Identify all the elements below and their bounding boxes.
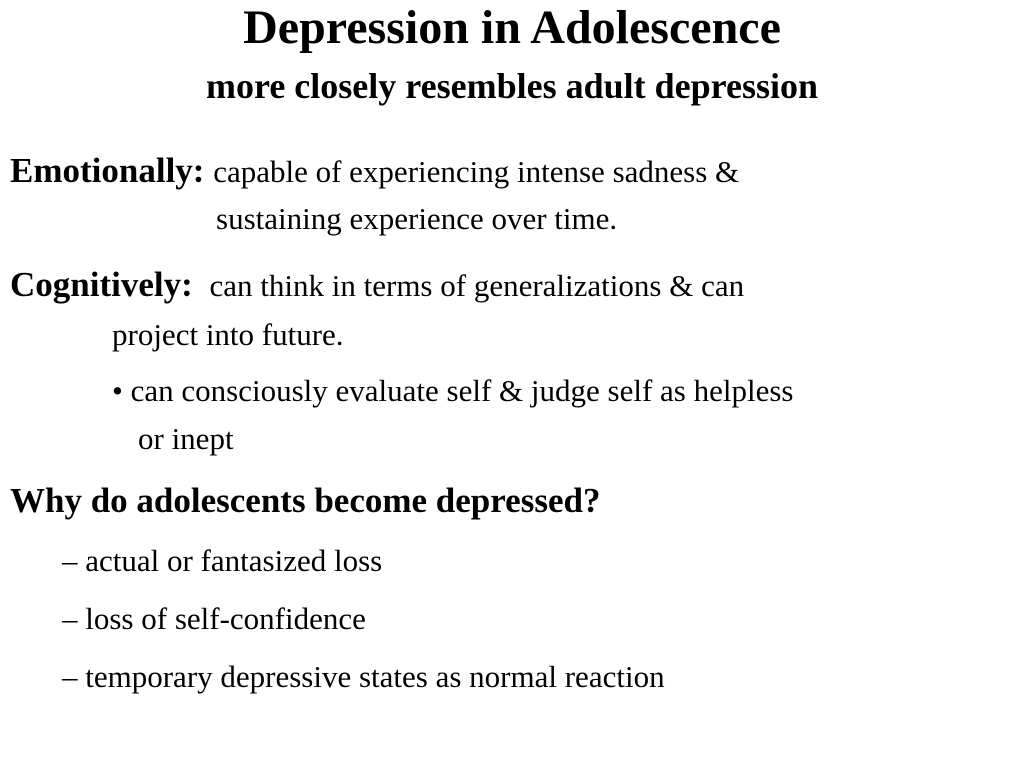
bullet-icon: • — [112, 373, 123, 408]
emotionally-text-1: capable of experiencing intense sadness & — [213, 154, 740, 189]
cognitively-sub-text-2: or inept — [138, 421, 234, 456]
slide-subtitle: more closely resembles adult depression — [206, 66, 818, 106]
cognitively-text-1: can think in terms of generalizations & can — [209, 268, 745, 303]
why-item-text: temporary depressive states as normal reaction — [85, 659, 665, 694]
cognitively-bullet-item — [112, 372, 793, 410]
emotionally-label: Emotionally: — [10, 151, 205, 190]
why-item-2 — [62, 600, 366, 638]
cognitively-sub-text-1: can consciously evaluate self & judge self as helpless — [130, 373, 794, 408]
why-item-text: loss of self-confidence — [85, 601, 366, 636]
cognitively-line-1 — [10, 264, 744, 306]
emotionally-line-1 — [10, 150, 739, 192]
dash-icon: – — [62, 601, 78, 636]
dash-icon: – — [62, 659, 78, 694]
why-item-1 — [62, 542, 382, 580]
why-item-3 — [62, 658, 665, 696]
cognitively-text-2: project into future. — [112, 317, 344, 352]
emotionally-text-2: sustaining experience over time. — [216, 201, 618, 236]
dash-icon: – — [62, 543, 78, 578]
slide-title: Depression in Adolescence — [243, 1, 781, 54]
why-item-text: actual or fantasized loss — [85, 543, 383, 578]
why-heading: Why do adolescents become depressed? — [10, 481, 601, 520]
cognitively-label: Cognitively: — [10, 265, 193, 304]
